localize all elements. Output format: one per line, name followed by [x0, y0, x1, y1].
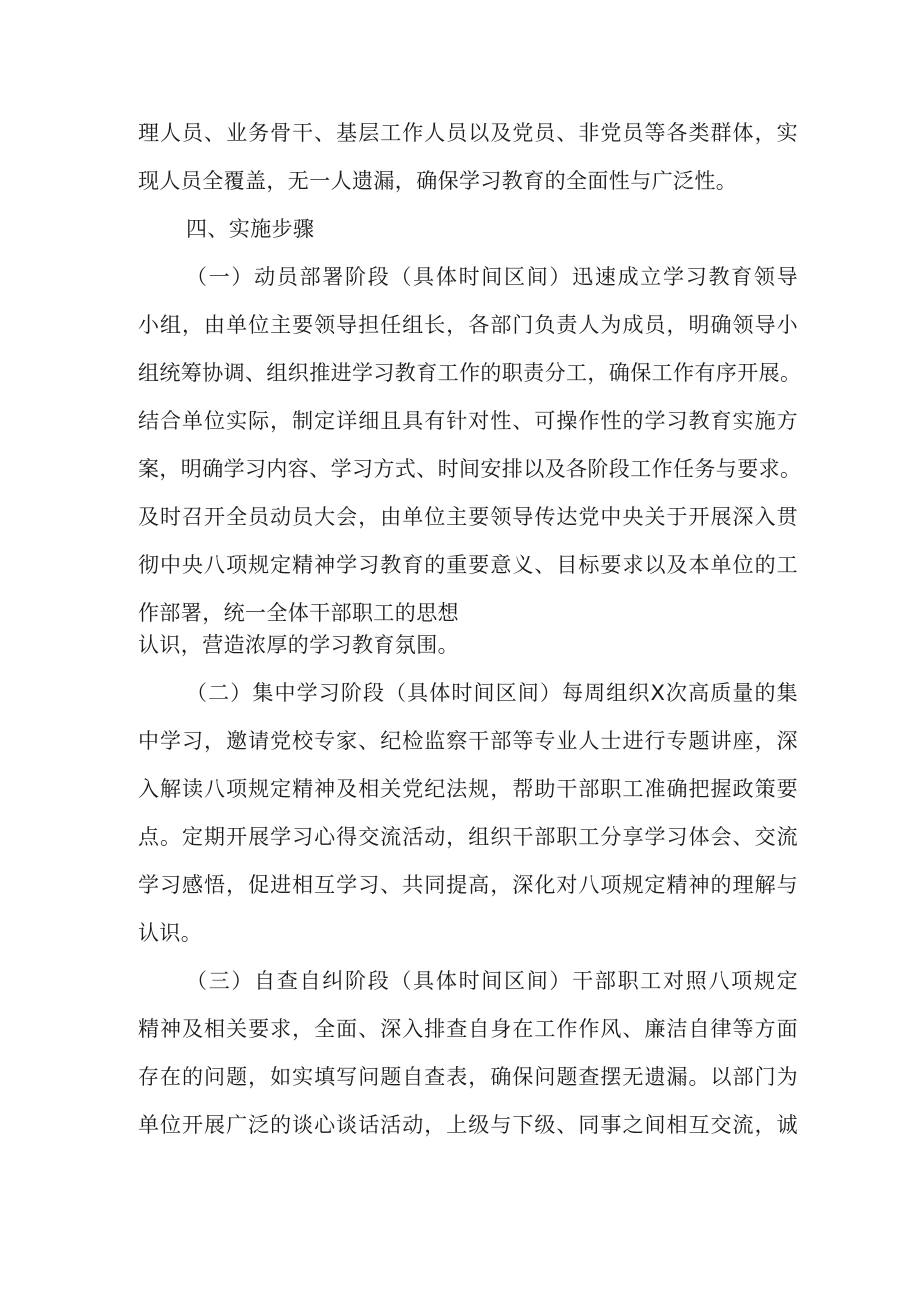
paragraph-line: 中学习，邀请党校专家、纪检监察干部等专业人士进行专题讲座，深: [138, 729, 798, 753]
paragraph-line: （一）动员部署阶段（具体时间区间）迅速成立学习教育领导: [186, 265, 798, 289]
paragraph-line: 认识，营造浓厚的学习教育氛围。: [138, 633, 459, 657]
paragraph-line: 彻中央八项规定精神学习教育的重要意义、目标要求以及本单位的工: [138, 553, 798, 577]
paragraph-line: 认识。: [138, 921, 203, 945]
paragraph-line: 精神及相关要求，全面、深入排查自身在工作作风、廉洁自律等方面: [138, 1017, 798, 1041]
paragraph-line: 点。定期开展学习心得交流活动，组织干部职工分享学习体会、交流: [138, 825, 798, 849]
paragraph-line: 案，明确学习内容、学习方式、时间安排以及各阶段工作任务与要求。: [138, 457, 802, 481]
paragraph-line: 存在的问题，如实填写问题自查表，确保问题查摆无遗漏。以部门为: [138, 1065, 798, 1089]
paragraph-line: 及时召开全员动员大会，由单位主要领导传达党中央关于开展深入贯: [138, 505, 798, 529]
paragraph-line: 小组，由单位主要领导担任组长，各部门负责人为成员，明确领导小: [138, 313, 798, 337]
paragraph-line: 学习感悟，促进相互学习、共同提高，深化对八项规定精神的理解与: [138, 873, 798, 897]
paragraph-line: （三）自查自纠阶段（具体时间区间）干部职工对照八项规定: [186, 969, 798, 993]
paragraph-line: 结合单位实际，制定详细且具有针对性、可操作性的学习教育实施方: [138, 409, 798, 433]
paragraph-line: 入解读八项规定精神及相关党纪法规，帮助干部职工准确把握政策要: [138, 777, 798, 801]
paragraph-line: 理人员、业务骨干、基层工作人员以及党员、非党员等各类群体，实: [138, 121, 798, 145]
paragraph-line: 单位开展广泛的谈心谈话活动，上级与下级、同事之间相互交流，诚: [138, 1113, 798, 1137]
section-heading: 四、实施步骤: [186, 217, 315, 241]
paragraph-line: （二）集中学习阶段（具体时间区间）每周组织X次高质量的集: [186, 681, 798, 705]
paragraph-line: 现人员全覆盖，无一人遗漏，确保学习教育的全面性与广泛性。: [138, 169, 738, 193]
paragraph-line: 组统筹协调、组织推进学习教育工作的职责分工，确保工作有序开展。: [138, 361, 802, 385]
paragraph-line: 作部署，统一全体干部职工的思想: [138, 601, 459, 625]
